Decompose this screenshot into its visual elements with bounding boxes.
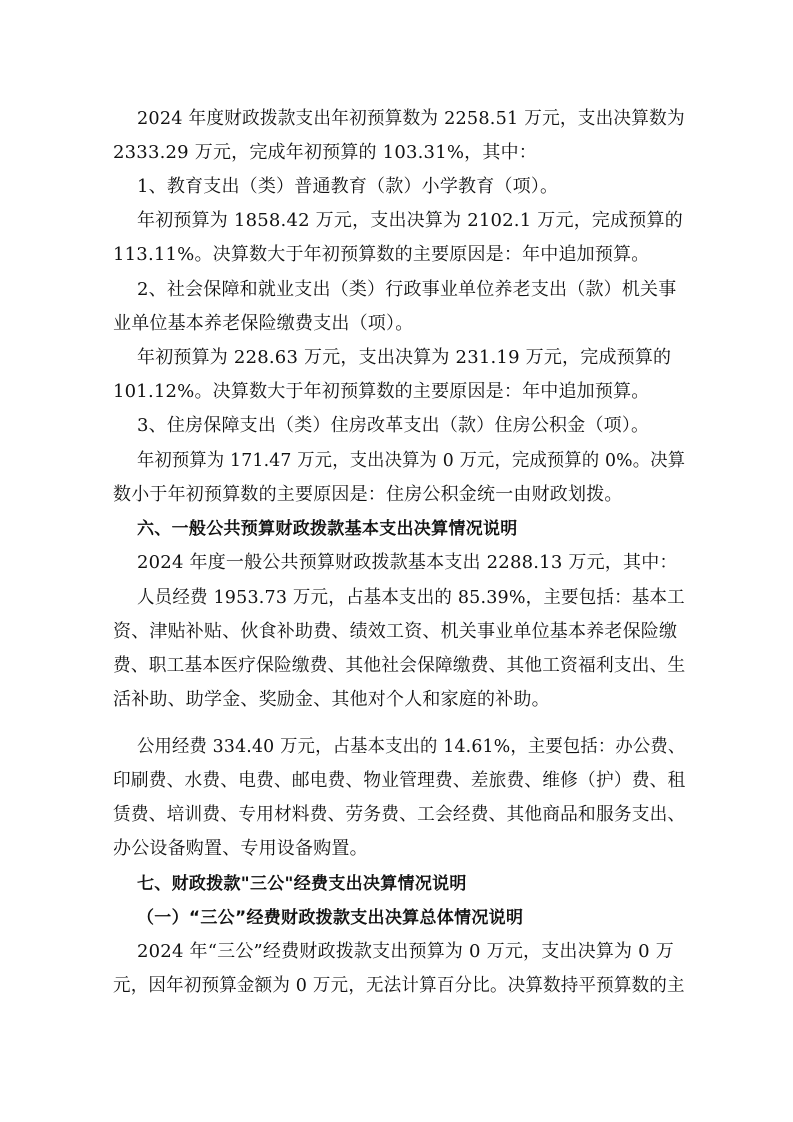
paragraph-line: 人员经费 1953.73 万元，占基本支出的 85.39%，主要包括：基本工: [137, 587, 685, 608]
paragraph-line: 113.11%。决算数大于年初预算数的主要原因是：年中追加预算。: [113, 244, 650, 265]
paragraph-line: 活补助、助学金、奖励金、其他对个人和家庭的补助。: [113, 689, 550, 710]
section-heading-6: 六、一般公共预算财政拨款基本支出决算情况说明: [137, 519, 518, 539]
paragraph-line: 年初预算为 228.63 万元，支出决算为 231.19 万元，完成预算的: [137, 347, 672, 368]
paragraph-line: 元，因年初预算金额为 0 万元，无法计算百分比。决算数持平预算数的主: [113, 975, 685, 996]
list-item-heading: 2、社会保障和就业支出（类）行政事业单位养老支出（款）机关事: [137, 279, 677, 300]
paragraph-line: 资、津贴补贴、伙食补助费、绩效工资、机关事业单位基本养老保险缴: [113, 621, 678, 642]
section-heading-7: 七、财政拨款"三公"经费支出决算情况说明: [137, 874, 467, 894]
paragraph-line: 公用经费 334.40 万元，占基本支出的 14.61%，主要包括：办公费、: [137, 736, 686, 757]
subsection-heading-1: （一）“三公”经费财政拨款支出决算总体情况说明: [137, 908, 524, 928]
paragraph-line: 费、职工基本医疗保险缴费、其他社会保障缴费、其他工资福利支出、生: [113, 655, 686, 676]
paragraph-line: 赁费、培训费、专用材料费、劳务费、工会经费、其他商品和服务支出、: [113, 804, 686, 825]
paragraph-line: 101.12%。决算数大于年初预算数的主要原因是：年中追加预算。: [113, 381, 650, 402]
list-item-heading: 3、住房保障支出（类）住房改革支出（款）住房公积金（项）。: [137, 415, 650, 436]
paragraph-line: 2024 年度一般公共预算财政拨款基本支出 2288.13 万元，其中：: [137, 552, 678, 573]
paragraph-line: 印刷费、水费、电费、邮电费、物业管理费、差旅费、维修（护）费、租: [113, 770, 686, 791]
list-item-heading: 1、教育支出（类）普通教育（款）小学教育（项）。: [137, 176, 559, 197]
paragraph-line: 办公设备购置、专用设备购置。: [113, 838, 368, 859]
paragraph-line: 2333.29 万元，完成年初预算的 103.31%，其中：: [113, 142, 537, 163]
paragraph-line: 2024 年度财政拨款支出年初预算数为 2258.51 万元，支出决算数为: [137, 108, 685, 129]
paragraph-line: 2024 年“三公”经费财政拨款支出预算为 0 万元，支出决算为 0 万: [137, 941, 674, 962]
paragraph-line: 年初预算为 1858.42 万元，支出决算为 2102.1 万元，完成预算的: [137, 210, 683, 231]
paragraph-line: 业单位基本养老保险缴费支出（项）。: [113, 313, 414, 334]
paragraph-line: 年初预算为 171.47 万元，支出决算为 0 万元，完成预算的 0%。决算: [137, 450, 686, 471]
paragraph-line: 数小于年初预算数的主要原因是：住房公积金统一由财政划拨。: [113, 484, 623, 505]
